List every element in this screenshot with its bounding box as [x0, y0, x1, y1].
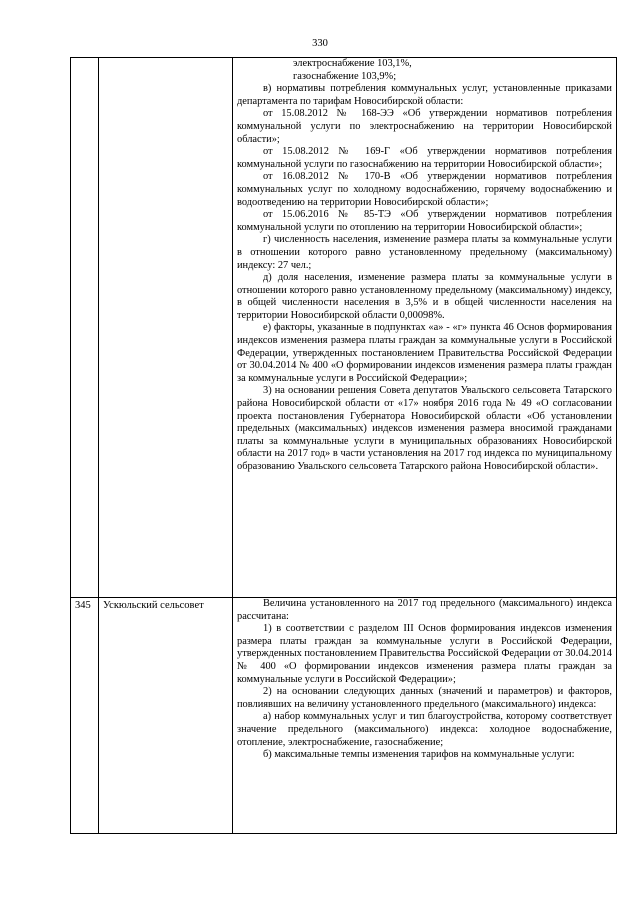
municipality-name — [99, 58, 233, 598]
paragraph: г) численность населения, изменение размера платы за коммунальные услуги в отношении которого равно установленному предельному (максимальному) индексу: 27 чел.; — [237, 234, 612, 271]
paragraph: е) факторы, указанные в подпунктах «а» - «г» пункта 46 Основ формирования индексов изменения размера платы граждан за коммунальные услуги в Российской Федерации, утвержденных постановлением Правительства Российской Федерации от 30.04.2014 № 400 «О формировании индексов изменения размера платы граждан за коммунальные услуги в Российской Федерации»; — [237, 322, 612, 384]
paragraph: а) набор коммунальных услуг и тип благоустройства, которому соответствует значение предельного (максимального) индекса: холодное водоснабжение, отопление, электроснабжение, газоснабжение; — [237, 711, 612, 748]
municipality-name: Ускюльский сельсовет — [99, 598, 233, 834]
row-number: 345 — [71, 598, 99, 834]
paragraph: д) доля населения, изменение размера платы за коммунальные услуги в отношении которого равно установленному предельному (максимальному) индексу, в общей численности населения в 3,5% и в общей численности населения на территории Новосибирской области 0,00098%. — [237, 272, 612, 321]
justification-cell — [233, 58, 617, 598]
paragraph: от 15.06.2016 № 85-ТЭ «Об утверждении нормативов потребления коммунальной услуги по отоплению на территории Новосибирской области»; — [237, 209, 612, 233]
document-table — [70, 57, 617, 834]
paragraph: 3) на основании решения Совета депутатов Увальского сельсовета Татарского района Новосибирской области от «17» ноября 2016 года № 49 «О согласовании проекта постановления Губернатора Новосибирской области «Об установлении предельных (максимальных) индексов изменения размера вносимой гражданами платы за коммунальные услуги в муниципальных образованиях Новосибирской области на 2017 год» в части установления на 2017 год индекса по муниципальному образованию Увальского сельсовета Татарского района Новосибирской области». — [237, 385, 612, 472]
table-row — [71, 58, 617, 598]
paragraph: б) максимальные темпы изменения тарифов на коммунальные услуги: — [263, 749, 575, 761]
paragraph: от 15.08.2012 № 169-Г «Об утверждении нормативов потребления коммунальной услуги по газоснабжению на территории Новосибирской области»; — [237, 146, 612, 170]
paragraph: от 15.08.2012 № 168-ЭЭ «Об утверждении нормативов потребления коммунальной услуги по электроснабжению на территории Новосибирской области»; — [237, 108, 612, 145]
paragraph: 2) на основании следующих данных (значений и параметров) и факторов, повлиявших на величину установленного предельного (максимального) индекса: — [237, 686, 612, 710]
paragraph: Величина установленного на 2017 год предельного (максимального) индекса рассчитана: — [237, 598, 612, 622]
paragraph: в) нормативы потребления коммунальных услуг, установленные приказами департамента по тарифам Новосибирской области: — [237, 83, 612, 107]
paragraph: газоснабжение 103,9%; — [293, 70, 397, 82]
row-number — [71, 58, 99, 598]
page-number: 330 — [312, 38, 328, 49]
paragraph: электроснабжение 103,1%, — [293, 58, 412, 69]
paragraph: 1) в соответствии с разделом III Основ формирования индексов изменения размера платы граждан за коммунальные услуги в Российской Федерации, утвержденных постановлением Правительства Российской Федерации от 30.04.2014 № 400 «О формировании индексов изменения размера платы граждан за коммунальные услуги в Российской Федерации»; — [237, 623, 612, 685]
table-row — [71, 598, 617, 834]
justification-cell — [233, 598, 617, 834]
paragraph: от 16.08.2012 № 170-В «Об утверждении нормативов потребления коммунальных услуг по холодному водоснабжению, горячему водоснабжению и водоотведению на территории Новосибирской области»; — [237, 171, 612, 208]
